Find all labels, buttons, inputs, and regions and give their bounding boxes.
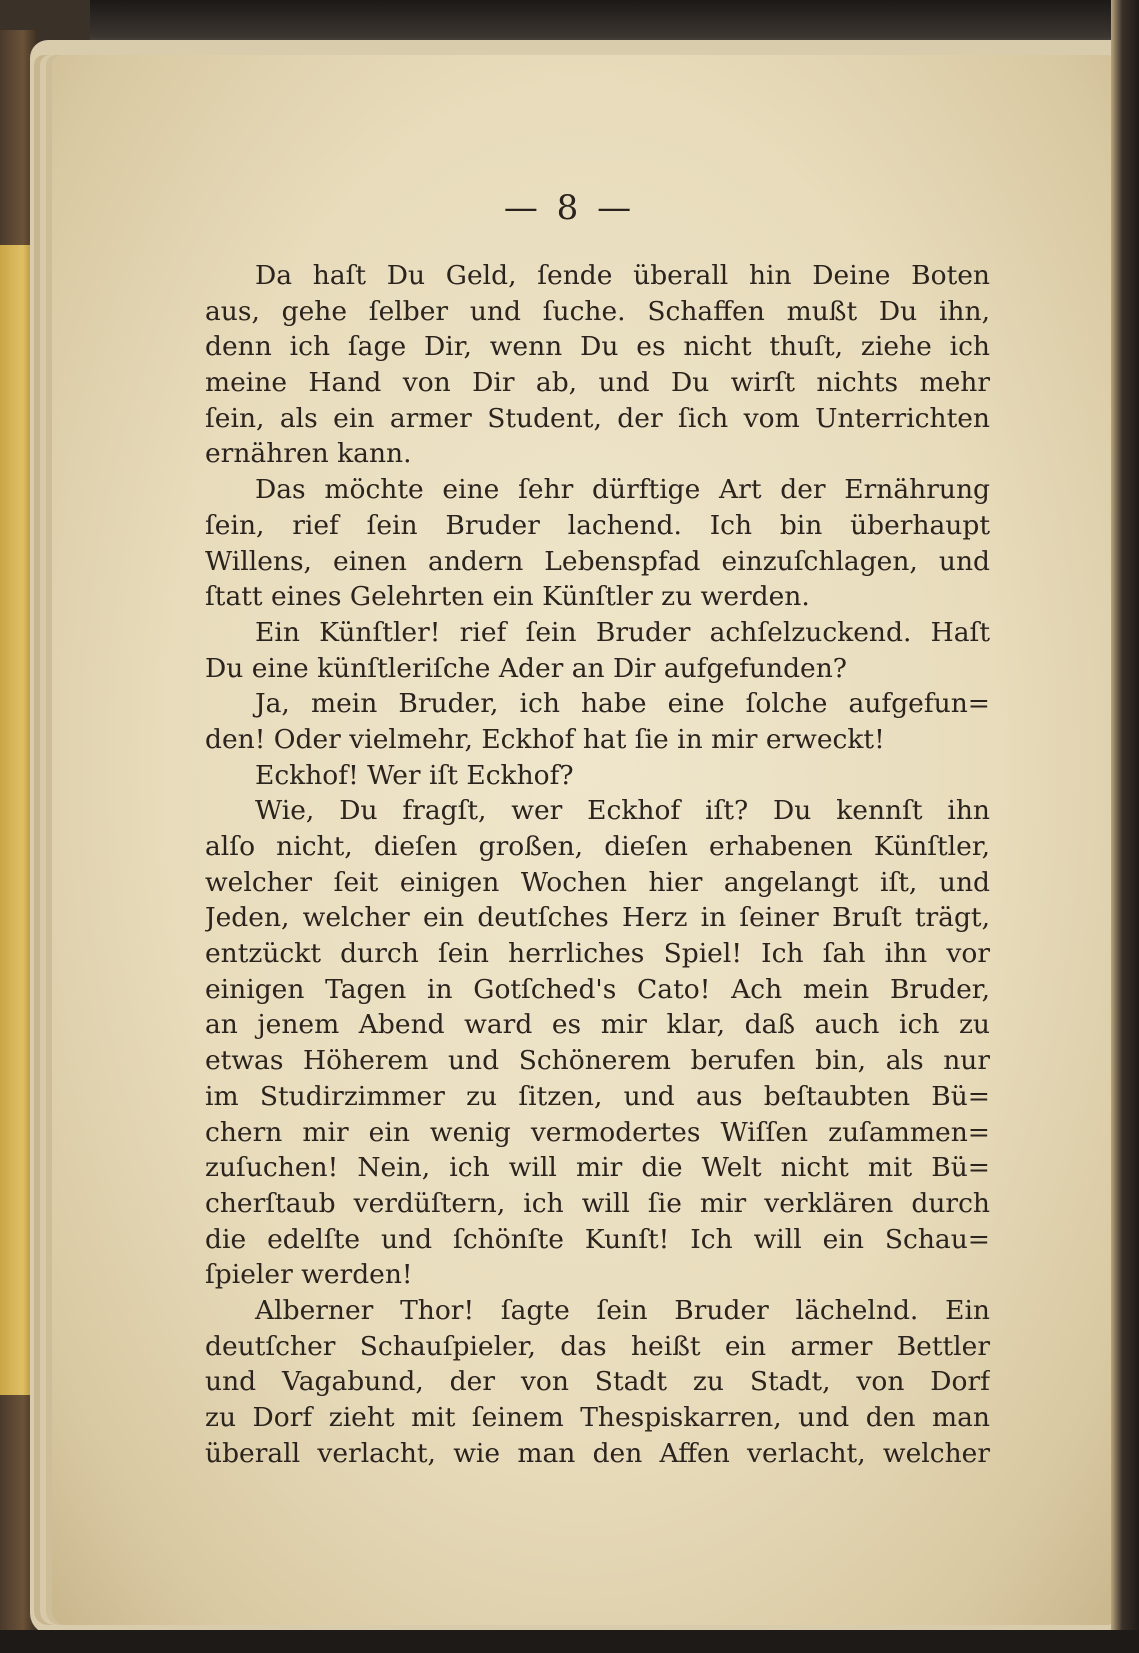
text-line: Ja, mein Bruder, ich habe eine ſolche aufgefun= — [255, 688, 990, 720]
text-line: denn ich ſage Dir, wenn Du es nicht thuſt, ziehe ich — [205, 331, 990, 363]
text-line: chern mir ein wenig vermodertes Wiſſen zuſammen= — [205, 1116, 990, 1148]
text-line: Ein Künſtler! rief ſein Bruder achſelzuckend. Haſt — [255, 616, 990, 648]
text-line: Du eine künſtleriſche Ader an Dir aufgefunden? — [205, 652, 848, 684]
text-line: etwas Höherem und Schönerem berufen bin, als nur — [205, 1045, 990, 1077]
text-line: ſein, als ein armer Student, der ſich vom Unterrichten — [205, 402, 990, 434]
text-line: zuſuchen! Nein, ich will mir die Welt nicht mit Bü= — [205, 1152, 990, 1184]
book-right-edge — [1111, 0, 1139, 1653]
text-line: alſo nicht, dieſen großen, dieſen erhabenen Künſtler, — [205, 831, 990, 862]
text-line: ernähren kann. — [205, 438, 412, 470]
text-line: deutſcher Schauſpieler, das heißt ein armer Bettler — [205, 1330, 990, 1362]
text-line: welcher ſeit einigen Wochen hier angelangt iſt, und — [205, 866, 990, 898]
text-line: ſpieler werden! — [205, 1259, 413, 1291]
text-line: ſein, rief ſein Bruder lachend. Ich bin überhaupt — [205, 509, 990, 541]
text-line: Jeden, welcher ein deutſches Herz in ſeiner Bruſt trägt, — [205, 902, 990, 934]
text-line: überall verlacht, wie man den Affen verlacht, welcher — [205, 1437, 990, 1469]
text-line: den! Oder vielmehr, Eckhof hat ſie in mir erweckt! — [205, 723, 885, 755]
page-marker-tab — [0, 245, 32, 1395]
page-number: — 8 — — [503, 188, 636, 228]
text-line: Willens, einen andern Lebenspfad einzuſchlagen, und — [205, 545, 990, 577]
text-line: meine Hand von Dir ab, und Du wirſt nichts mehr — [205, 367, 990, 399]
page-text — [205, 258, 990, 1471]
text-line: Wie, Du fragſt, wer Eckhof iſt? Du kennſt ihn — [255, 795, 990, 827]
text-line: ſtatt eines Gelehrten ein Künſtler zu werden. — [205, 581, 810, 613]
text-line: an jenem Abend ward es mir klar, daß auch ich zu — [205, 1009, 990, 1041]
text-line: die edelſte und ſchönſte Kunſt! Ich will ein Schau= — [205, 1223, 990, 1255]
text-line: Da haſt Du Geld, ſende überall hin Deine Boten — [255, 260, 990, 291]
text-line: im Studirzimmer zu ſitzen, und aus beſtaubten Bü= — [205, 1080, 990, 1112]
text-line: aus, gehe ſelber und ſuche. Schaffen mußt Du ihn, — [205, 295, 990, 327]
text-line: einigen Tagen in Gotſched's Cato! Ach mein Bruder, — [205, 973, 990, 1005]
text-line: Alberner Thor! ſagte ſein Bruder lächelnd. Ein — [255, 1294, 990, 1326]
text-line: zu Dorf zieht mit ſeinem Thespiskarren, und den man — [205, 1402, 990, 1433]
text-line: und Vagabund, der von Stadt zu Stadt, von Dorf — [205, 1366, 990, 1398]
book-bottom-edge — [0, 1630, 1139, 1653]
text-line: Eckhof! Wer iſt Eckhof? — [255, 759, 574, 791]
text-line: cherſtaub verdüſtern, ich will ſie mir verklären durch — [205, 1187, 990, 1219]
text-line: Das möchte eine ſehr dürftige Art der Ernährung — [255, 474, 990, 506]
text-line: entzückt durch ſein herrliches Spiel! Ich ſah ihn vor — [205, 938, 990, 970]
